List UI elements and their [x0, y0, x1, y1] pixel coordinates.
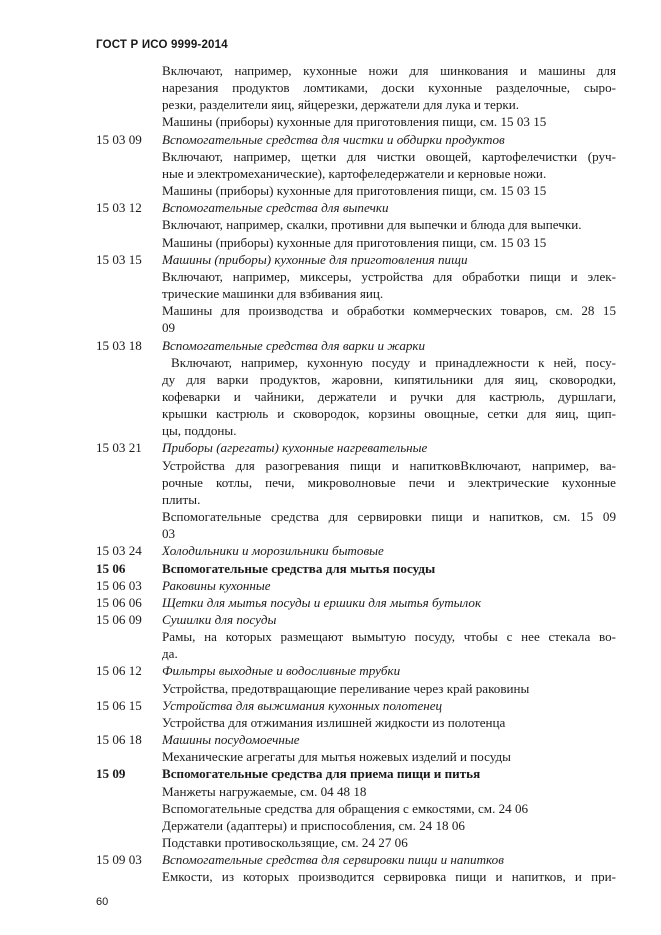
entry-title: Холодильники и морозильники бытовые [162, 543, 384, 559]
entry-line: крышки кастрюль и сковородок, корзины овощные, сетки для яиц, щип- [162, 406, 616, 422]
entry-line: 09 [162, 320, 176, 336]
entry-line: Включают, например, миксеры, устройства для обработки пищи и элек- [162, 268, 616, 284]
entry-title: Приборы (агрегаты) кухонные нагревательные [162, 440, 428, 456]
classification-entry [96, 577, 616, 594]
entry-text [162, 62, 616, 131]
entry-line: Включают, например, кухонные ножи для шинкования и машины для [162, 63, 616, 78]
entry-text [162, 594, 616, 611]
entry-title: Вспомогательные средства для варки и жарки [162, 337, 426, 353]
entry-code: 15 09 [96, 766, 126, 782]
entry-code: 15 06 15 [96, 697, 142, 713]
entry-line: Механические агрегаты для мытья ножевых изделий и посуды [162, 749, 511, 765]
entry-line: Устройства для отжимания излишней жидкости из полотенца [162, 714, 506, 730]
entry-code: 15 03 15 [96, 251, 142, 267]
classification-entry [96, 560, 616, 577]
entry-line: Рамы, на которых размещают вымытую посуду, чтобы с нее стекала во- [162, 629, 616, 645]
entry-line: ные и электромеханические), картофеледержатели и керновые ножи. [162, 165, 547, 181]
entry-title: Вспомогательные средства для чистки и обдирки продуктов [162, 131, 505, 147]
entry-line: Машины для производства и обработки коммерческих товаров, см. 28 15 [162, 303, 616, 319]
entry-code: 15 03 21 [96, 440, 142, 456]
entry-line: Включают, например, кухонную посуду и принадлежности к ней, посу- [162, 354, 616, 370]
classification-entry [96, 131, 616, 200]
entry-line: кофеварки и чайники, держатели и ручки для кастрюль, дуршлаги, [162, 388, 616, 404]
entry-code [96, 62, 162, 131]
page-number: 60 [96, 896, 109, 908]
entry-code: 15 03 18 [96, 337, 142, 353]
classification-entry [96, 439, 616, 542]
entry-code: 15 03 09 [96, 131, 142, 147]
entry-text [162, 560, 616, 577]
entry-line: трические машинки для взбивания яиц. [162, 286, 384, 302]
entry-title: Раковины кухонные [162, 577, 271, 593]
entry-text [162, 611, 616, 662]
entry-title: Вспомогательные средства для выпечки [162, 200, 389, 216]
entry-line: ду для варки продуктов, жаровни, кипятильники для яиц, сковородки, [162, 371, 616, 387]
entry-line: Манжеты нагружаемые, см. 04 48 18 [162, 783, 367, 799]
entry-line: плиты. [162, 491, 201, 507]
entry-title: Машины (приборы) кухонные для приготовления пищи [162, 251, 468, 267]
entry-code: 15 06 06 [96, 594, 142, 610]
entry-text [162, 765, 616, 851]
entry-code: 15 06 18 [96, 732, 142, 748]
entry-line: 03 [162, 526, 176, 542]
entry-text [162, 439, 616, 542]
entry-text [162, 251, 616, 337]
entry-line: Включают, например, щетки для чистки овощей, картофелечистки (руч- [162, 148, 616, 164]
entry-text [162, 542, 616, 559]
entry-line: цы, поддоны. [162, 423, 237, 439]
entry-line: Емкости, из которых производится сервировка пищи и напитков, и при- [162, 869, 616, 885]
entry-title: Сушилки для посуды [162, 612, 277, 627]
entry-title: Фильтры выходные и водосливные трубки [162, 663, 401, 679]
entry-code: 15 06 09 [96, 612, 142, 627]
classification-entry [96, 62, 616, 131]
entry-title: Машины посудомоечные [162, 732, 300, 748]
entry-text [162, 131, 616, 200]
entry-code: 15 03 12 [96, 200, 142, 216]
entry-code: 15 09 03 [96, 852, 142, 868]
entry-title: Устройства для выжимания кухонных полотенец [162, 697, 443, 713]
entry-title: Щетки для мытья посуды и ершики для мытья бутылок [162, 594, 482, 610]
classification-entry [96, 851, 616, 885]
entry-code: 15 06 03 [96, 577, 142, 593]
entry-text [162, 851, 616, 885]
entry-text [162, 697, 616, 731]
classification-entry [96, 611, 616, 662]
classification-entry [96, 731, 616, 765]
entry-line: Вспомогательные средства для обращения с емкостями, см. 24 06 [162, 800, 529, 816]
entry-line: Подставки противоскользящие, см. 24 27 06 [162, 835, 408, 851]
entry-text [162, 577, 616, 594]
entry-line: Держатели (адаптеры) и приспособления, см. 24 18 06 [162, 817, 465, 833]
entry-line: да. [162, 646, 178, 662]
entry-text [162, 662, 616, 696]
entry-line: нарезания продуктов ломтиками, доски кухонные разделочные, сыро- [162, 80, 616, 96]
entry-line: Устройства для разогревания пищи и напитковВключают, например, ва- [162, 457, 616, 473]
entry-code: 15 03 24 [96, 543, 142, 559]
entry-line: Устройства, предотвращающие переливание через край раковины [162, 680, 530, 696]
group-title: Вспомогательные средства для приема пищи и питья [162, 766, 481, 782]
classification-entry [96, 542, 616, 559]
entry-text [162, 731, 616, 765]
running-header: ГОСТ Р ИСО 9999-2014 [96, 39, 228, 51]
classification-entry [96, 337, 616, 440]
classification-entry [96, 697, 616, 731]
entry-line: Машины (приборы) кухонные для приготовления пищи, см. 15 03 15 [162, 183, 547, 199]
entry-line: Машины (приборы) кухонные для приготовления пищи, см. 15 03 15 [162, 234, 547, 250]
entry-line: Включают, например, скалки, противни для выпечки и блюда для выпечки. [162, 217, 582, 233]
entry-code: 15 06 12 [96, 663, 142, 679]
classification-entry [96, 662, 616, 696]
entry-text [162, 337, 616, 440]
entry-line: Машины (приборы) кухонные для приготовления пищи, см. 15 03 15 [162, 114, 547, 130]
classification-entry [96, 765, 616, 851]
entry-code: 15 06 [96, 560, 126, 576]
entry-title: Вспомогательные средства для сервировки пищи и напитков [162, 852, 504, 868]
classification-entry [96, 199, 616, 250]
entry-line: резки, разделители яиц, яйцерезки, держатели для лука и терки. [162, 97, 520, 113]
entry-text [162, 199, 616, 250]
group-title: Вспомогательные средства для мытья посуды [162, 560, 436, 576]
entry-line: рочные котлы, печи, микроволновые печи и электрические кухонные [162, 474, 616, 490]
classification-entry [96, 251, 616, 337]
classification-list [96, 62, 616, 886]
entry-line: Вспомогательные средства для сервировки пищи и напитков, см. 15 09 [162, 509, 616, 525]
classification-entry [96, 594, 616, 611]
